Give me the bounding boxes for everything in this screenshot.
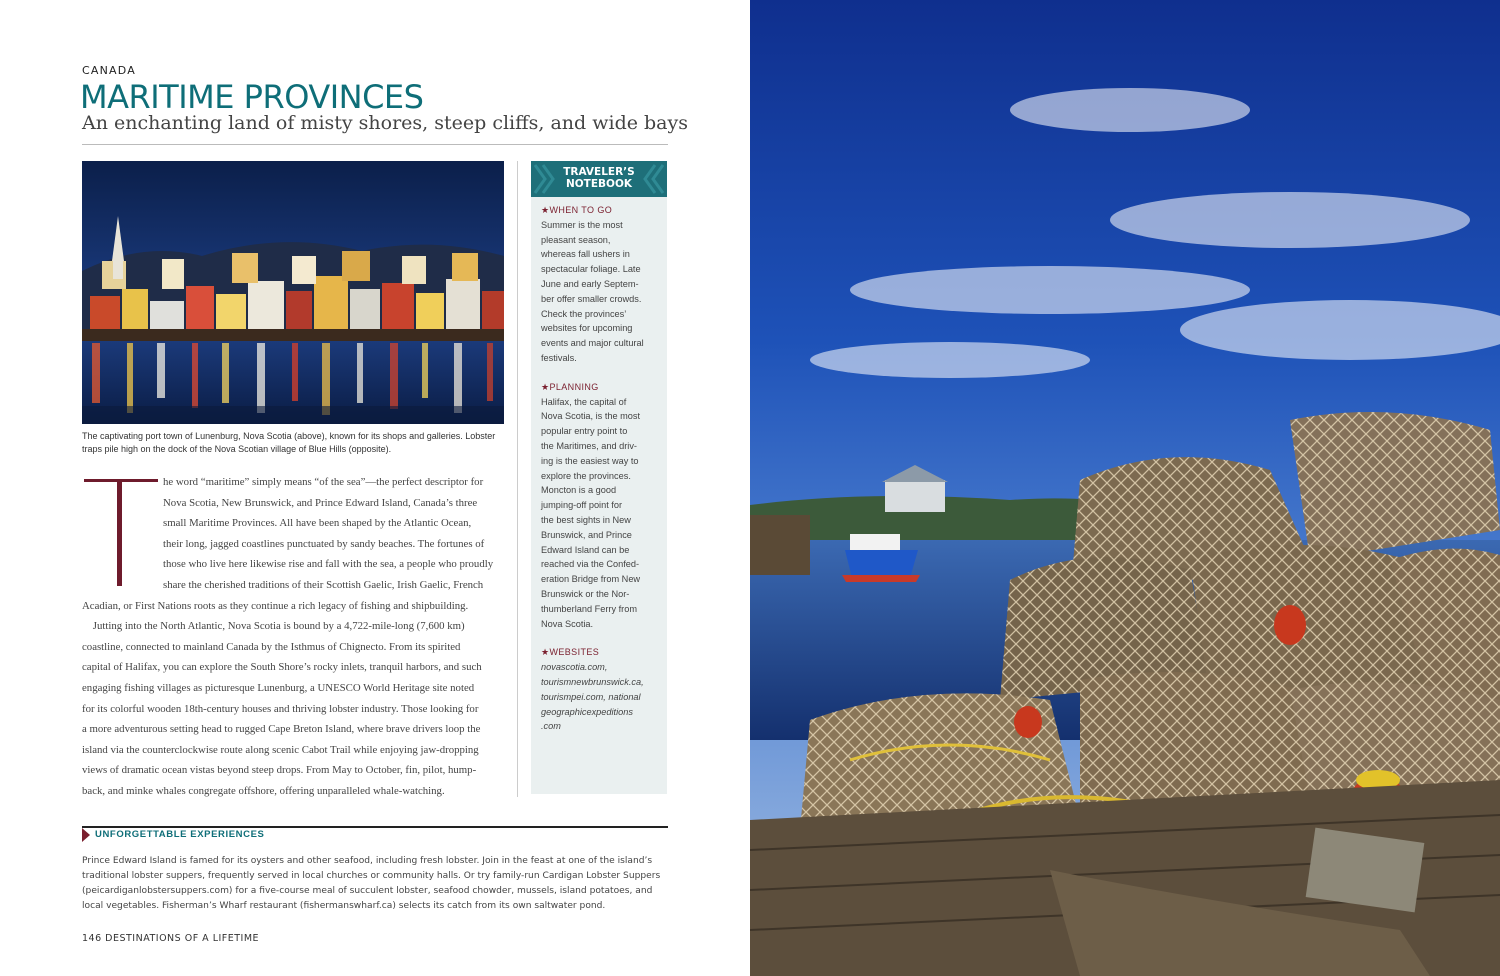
- body-line: for its colorful wooden 18th-century houses and thriving lobster industry. Those looking for: [82, 702, 479, 715]
- sidebar-line: the Maritimes, and driv-: [541, 440, 637, 451]
- sidebar-line: Halifax, the capital of: [541, 396, 627, 407]
- body-line: share the cherished traditions of their Scottish Gaelic, Irish Gaelic, French: [163, 578, 484, 591]
- body-line: island via the counterclockwise route along scenic Cabot Trail while enjoying jaw-dropping: [82, 743, 479, 756]
- body-line: those who live here likewise rise and fall with the sea, a people who proudly: [163, 558, 494, 571]
- sidebar-line: Summer is the most: [541, 219, 623, 230]
- sidebar-line: popular entry point to: [541, 426, 628, 437]
- sidebar-line: eration Bridge from New: [541, 574, 641, 585]
- sidebar-line: the best sights in New: [541, 514, 631, 525]
- body-line: Nova Scotia, New Brunswick, and Prince Edward Island, Canada’s three: [163, 496, 478, 509]
- photo-caption: The captivating port town of Lunenburg, Nova Scotia (above), known for its shops and galleries. Lobster traps pile high on the dock of the Nova Scotian village of Blue Hills (opposite).: [82, 431, 496, 454]
- sidebar-line: pleasant season,: [541, 234, 611, 245]
- triangle-icon: [82, 828, 90, 842]
- sidebar-link[interactable]: .com: [541, 721, 561, 732]
- sidebar-line: Check the provinces’: [541, 308, 627, 319]
- sidebar-link[interactable]: tourismpei.com, national: [541, 691, 641, 702]
- sidebar-line: Nova Scotia.: [541, 618, 594, 629]
- sidebar-link[interactable]: geographicexpeditions: [541, 706, 633, 717]
- page-subtitle: An enchanting land of misty shores, steep cliffs, and wide bays: [82, 112, 688, 134]
- sidebar-title-line: NOTEBOOK: [565, 178, 633, 190]
- body-line: coastline, connected to mainland Canada by the Isthmus of Chignecto. From its spirited: [82, 640, 461, 653]
- body-line: a more adventurous setting head to rugged Cape Breton Island, where brave drivers loop the: [82, 723, 481, 736]
- body-line: Jutting into the North Atlantic, Nova Scotia is bound by a 4,722-mile-long (7,600 km): [82, 620, 465, 633]
- experiences-line: Prince Edward Island is famed for its oysters and other seafood, including fresh lobster. Join in the feast at one of the island’s: [82, 856, 653, 866]
- kicker: CANADA: [82, 64, 136, 77]
- experiences-line: local vegetables. Fisherman’s Wharf restaurant (fishermanswharf.ca) selects its catch from its own saltwater pond.: [82, 901, 606, 911]
- page-footer: 146 DESTINATIONS OF A LIFETIME: [82, 933, 260, 944]
- sidebar-heading: ★PLANNING: [541, 381, 599, 392]
- sidebar-line: June and early Septem-: [541, 278, 639, 289]
- body-line: small Maritime Provinces. All have been shaped by the Atlantic Ocean,: [163, 517, 472, 530]
- sidebar-line: Brunswick, and Prince: [541, 529, 632, 540]
- sidebar-line: festivals.: [541, 352, 577, 363]
- sidebar-line: Brunswick or the Nor-: [541, 588, 630, 599]
- body-line: their long, jagged coastlines punctuated by sandy beaches. The fortunes of: [163, 537, 485, 550]
- body-line: capital of Halifax, you can explore the South Shore’s rocky inlets, tranquil harbors, and such: [82, 661, 482, 674]
- experiences-line: (peicardiganlobstersuppers.com) for a five-course meal of succulent lobster, seafood chowder, mussels, island potatoes, and: [82, 886, 653, 896]
- page-title: MARITIME PROVINCES: [80, 78, 424, 116]
- travelers-notebook-sidebar: [531, 161, 667, 794]
- sidebar-section-websites: [541, 645, 663, 734]
- sidebar-line: spectacular foliage. Late: [541, 264, 641, 275]
- sidebar-heading: ★WHEN TO GO: [541, 205, 613, 215]
- body-text: [82, 472, 504, 802]
- sidebar-line: ber offer smaller crowds.: [541, 293, 642, 304]
- column-divider: [517, 161, 518, 797]
- body-line: Acadian, or First Nations roots as they continue a rich legacy of fishing and shipbuilding.: [82, 599, 469, 612]
- sidebar-line: events and major cultural: [541, 338, 644, 349]
- sidebar-header: [531, 161, 667, 197]
- sidebar-line: ing is the easiest way to: [541, 455, 639, 466]
- body-line: engaging fishing villages as picturesque Lunenburg, a UNESCO World Heritage site noted: [82, 681, 475, 694]
- lunenburg-photo: [82, 161, 504, 424]
- experiences-rule: [82, 826, 668, 828]
- header-rule: [82, 144, 668, 145]
- body-line: views of dramatic ocean vistas beyond steep drops. From May to October, fin, pilot, hump-: [82, 764, 477, 777]
- sidebar-line: reached via the Confed-: [541, 559, 640, 570]
- sidebar-line: explore the provinces.: [541, 470, 631, 481]
- sidebar-title: [531, 166, 667, 190]
- body-line: he word “maritime” simply means “of the sea”—the perfect descriptor for: [163, 476, 484, 488]
- sidebar-title-line: TRAVELER’S: [563, 166, 635, 178]
- sidebar-section-planning: [541, 380, 663, 632]
- sidebar-link[interactable]: novascotia.com,: [541, 662, 608, 673]
- sidebar-section-when: [541, 203, 663, 366]
- sidebar-line: Nova Scotia, is the most: [541, 411, 641, 422]
- sidebar-link[interactable]: tourismnewbrunswick.ca,: [541, 676, 644, 687]
- experiences-text: [82, 854, 670, 914]
- sidebar-heading: ★WEBSITES: [541, 647, 600, 658]
- sidebar-line: whereas fall ushers in: [541, 249, 630, 260]
- lobster-traps-photo: [750, 0, 1500, 976]
- sidebar-line: Moncton is a good: [541, 485, 617, 496]
- experiences-line: traditional lobster suppers, frequently served in local churches or community halls. Or try family-run Cardigan Lobster Suppers: [82, 871, 661, 881]
- body-line: back, and minke whales congregate offshore, offering unparalleled whale-watching.: [82, 784, 445, 797]
- sidebar-line: Edward Island can be: [541, 544, 630, 555]
- sidebar-line: websites for upcoming: [541, 323, 633, 334]
- sidebar-body: [541, 203, 663, 748]
- sidebar-line: thumberland Ferry from: [541, 603, 637, 614]
- experiences-title: UNFORGETTABLE EXPERIENCES: [95, 829, 265, 840]
- sidebar-line: jumping-off point for: [541, 500, 623, 511]
